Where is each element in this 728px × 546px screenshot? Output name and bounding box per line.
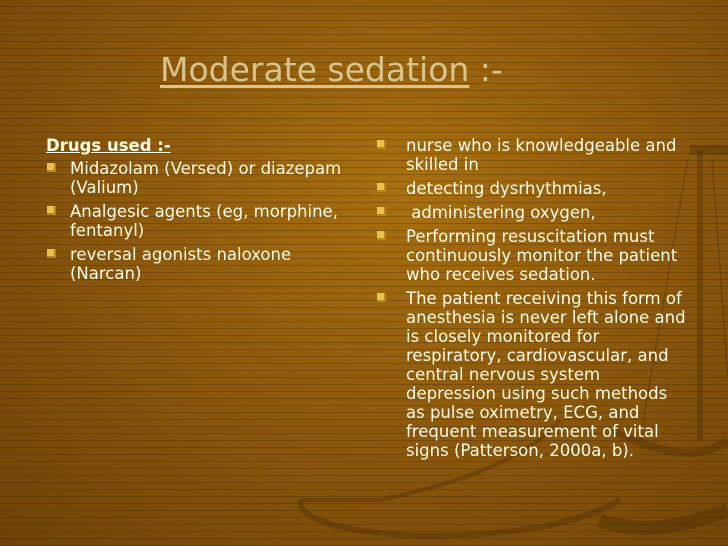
list-item-text: detecting dysrhythmias, [406, 179, 607, 198]
list-item [374, 179, 686, 198]
square-bullet-icon [47, 163, 56, 172]
list-item-text: nurse who is knowledgeable and skilled in [406, 136, 677, 174]
nurse-duties-list [374, 136, 686, 460]
drugs-heading: Drugs used :- [46, 136, 171, 155]
slide-title [0, 48, 728, 92]
square-bullet-icon [47, 249, 56, 258]
list-item-text: Midazolam (Versed) or diazepam (Valium) [70, 159, 342, 197]
list-item-text: administering oxygen, [406, 203, 596, 222]
square-bullet-icon [377, 293, 386, 302]
square-bullet-icon [377, 140, 386, 149]
title-link[interactable]: Moderate sedation [160, 50, 470, 89]
list-item [46, 245, 346, 283]
square-bullet-icon [47, 206, 56, 215]
list-item [374, 289, 686, 460]
list-item-text: reversal agonists naloxone (Narcan) [70, 245, 292, 283]
list-item-text: Analgesic agents (eg, morphine, fentanyl) [70, 202, 338, 240]
list-item-text: The patient receiving this form of anesthesia is never left alone and is closely monitored for respiratory, cardiovascular, and central nervous system depression using such methods as pulse oximetry, ECG, and frequent measurement of vital signs (Patterson, 2000a, b). [406, 289, 686, 460]
title-suffix: :- [469, 50, 503, 89]
list-item [374, 227, 686, 284]
list-item [46, 159, 346, 197]
square-bullet-icon [377, 231, 386, 240]
list-item-text: Performing resuscitation must continuously monitor the patient who receives sedation. [406, 227, 678, 284]
square-bullet-icon [377, 207, 386, 216]
left-column [46, 136, 346, 288]
list-item [46, 202, 346, 240]
list-item [374, 136, 686, 174]
list-item [374, 203, 686, 222]
drugs-list [46, 159, 346, 283]
right-column [374, 136, 686, 465]
square-bullet-icon [377, 183, 386, 192]
